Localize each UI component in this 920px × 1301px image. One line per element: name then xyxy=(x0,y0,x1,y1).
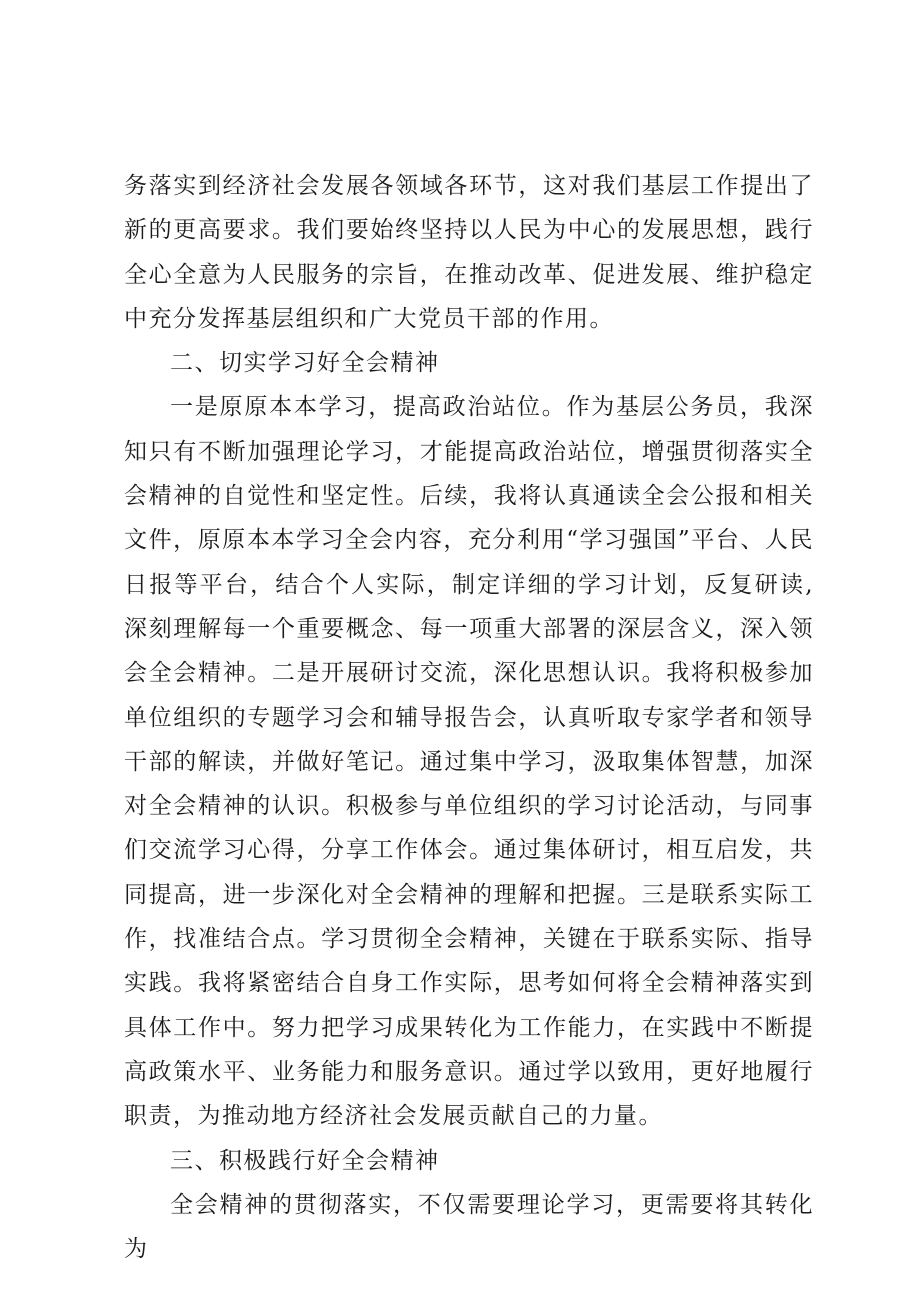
section-heading-2: 二、切实学习好全会精神 xyxy=(170,350,440,377)
paragraph-continuation: 务落实到经济社会发展各领域各环节，这对我们基层工作提出了新的更高要求。我们要始终坚持以人民为中心的发展思想，践行全心全意为人民服务的宗旨，在推动改革、促进发展、维护稳定中充分发挥基层组织和广大党员干部的作用。 xyxy=(124,173,814,332)
document-body xyxy=(124,164,814,1271)
paragraph-practice: 全会精神的贯彻落实，不仅需要理论学习，更需要将其转化为 xyxy=(124,1191,814,1263)
paragraph-study: 一是原原本本学习，提高政治站位。作为基层公务员，我深知只有不断加强理论学习，才能提高政治站位，增强贯彻落实全会精神的自觉性和坚定性。后续，我将认真通读全会公报和相关文件，原原本本学习全会内容，充分利用“学习强国”平台、人民日报等平台，结合个人实际，制定详细的学习计划，反复研读,深刻理解每一个重要概念、每一项重大部署的深层含义，深入领会全会精神。二是开展研讨交流，深化思想认识。我将积极参加单位组织的专题学习会和辅导报告会，认真听取专家学者和领导干部的解读，并做好笔记。通过集中学习，汲取集体智慧，加深对全会精神的认识。积极参与单位组织的学习讨论活动，与同事们交流学习心得，分享工作体会。通过集体研讨，相互启发，共同提高，进一步深化对全会精神的理解和把握。三是联系实际工作，找准结合点。学习贯彻全会精神，关键在于联系实际、指导实践。我将紧密结合自身工作实际，思考如何将全会精神落实到具体工作中。努力把学习成果转化为工作能力，在实践中不断提高政策水平、业务能力和服务意识。通过学以致用，更好地履行职责，为推动地方经济社会发展贡献自己的力量。 xyxy=(124,394,814,1130)
section-heading-3: 三、积极践行好全会精神 xyxy=(170,1147,440,1174)
